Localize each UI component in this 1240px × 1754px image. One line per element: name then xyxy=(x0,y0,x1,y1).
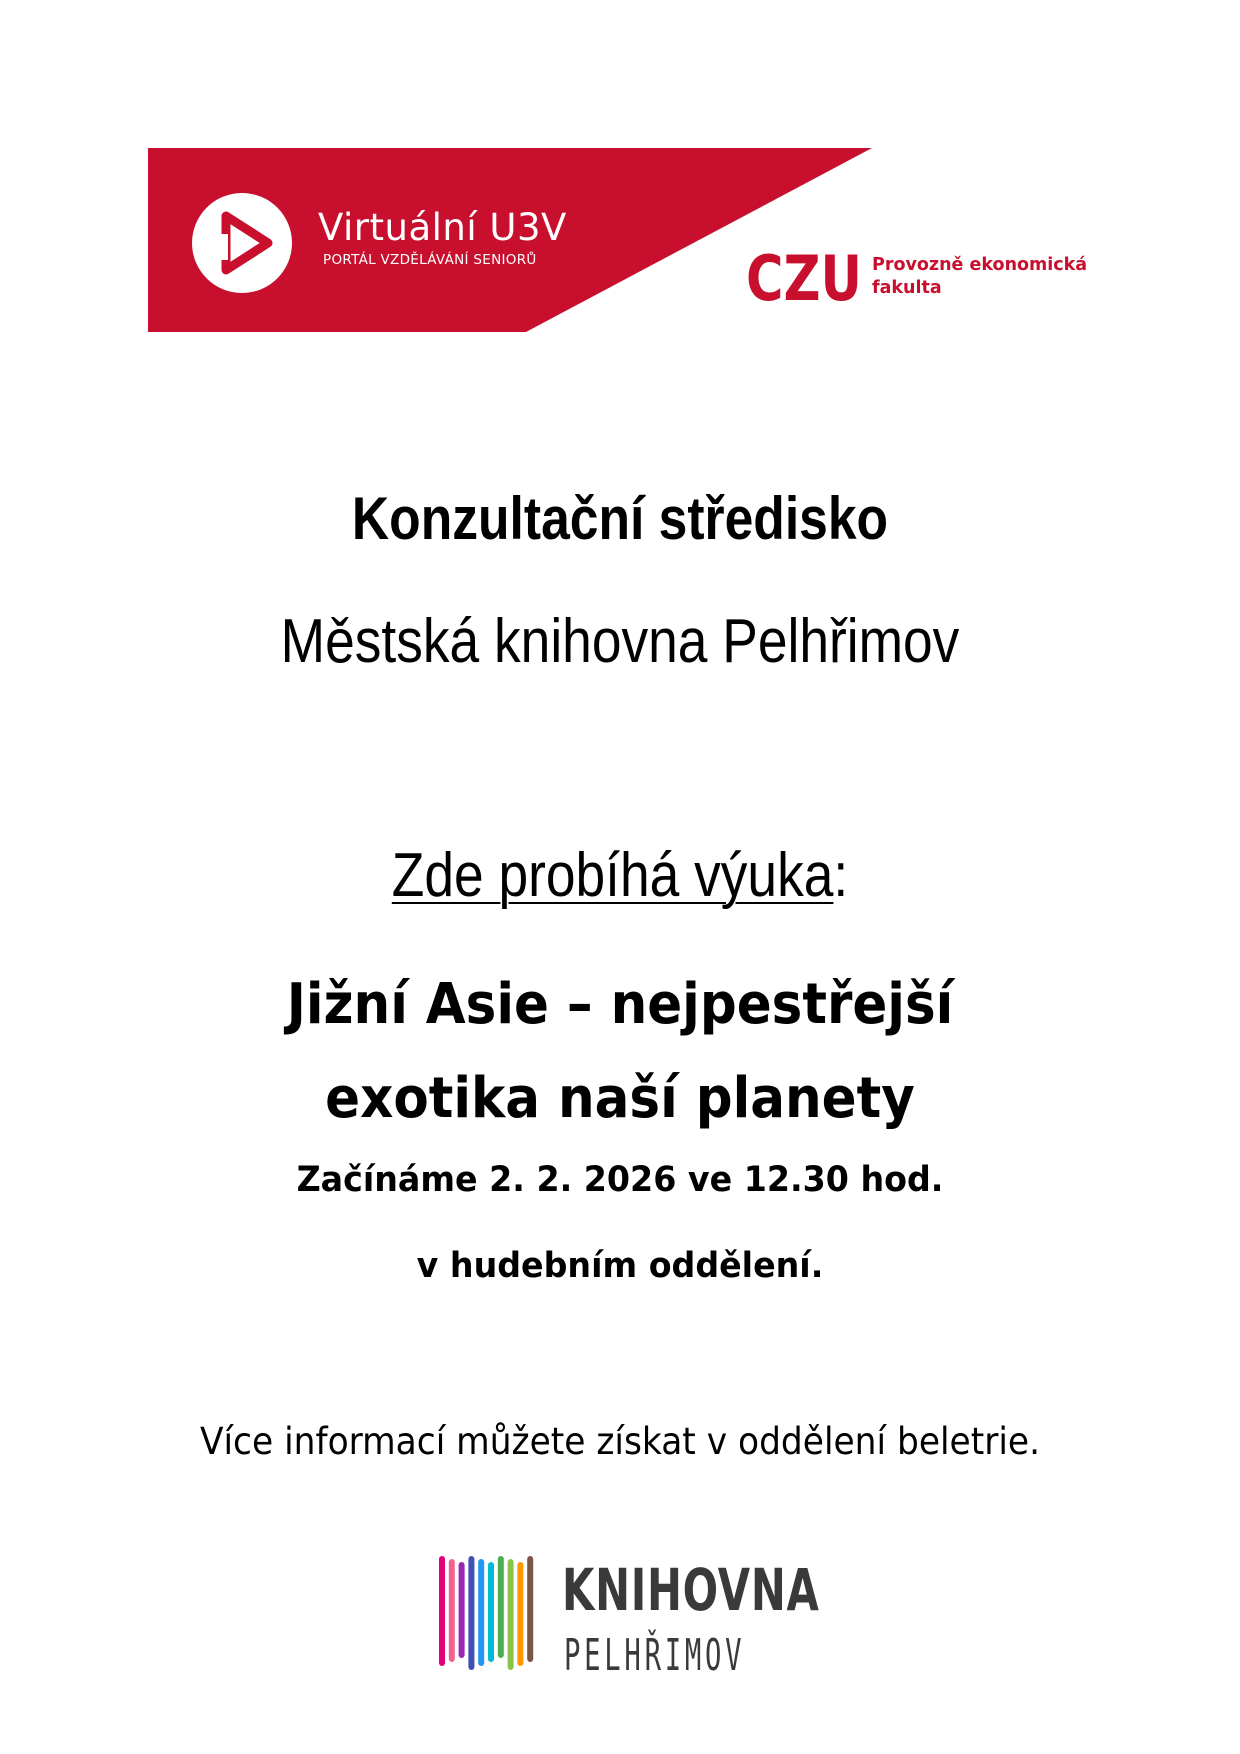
logo-stripe xyxy=(468,1556,474,1670)
more-info-note: Více informací můžete získat v oddělení beletrie. xyxy=(199,1420,1041,1463)
logo-stripe xyxy=(498,1556,504,1658)
course-title-line2: exotika naší planety xyxy=(325,1066,915,1131)
consultation-center-name: Městská knihovna Pelhřimov xyxy=(280,607,960,676)
knihovna-city: PELHŘIMOV xyxy=(564,1630,746,1681)
logo-stripe xyxy=(449,1559,455,1662)
u3v-subtitle: PORTÁL VZDĚLÁVÁNÍ SENIORŮ xyxy=(323,252,537,268)
logo-stripe xyxy=(478,1559,484,1666)
knihovna-name: KNIHOVNA xyxy=(562,1556,820,1624)
czu-logo-text: CZU xyxy=(746,242,862,315)
logo-stripe xyxy=(459,1562,465,1658)
teaching-label-colon: : xyxy=(833,841,849,910)
u3v-title: Virtuální U3V xyxy=(318,206,567,249)
czu-faculty-line1: Provozně ekonomická xyxy=(872,255,1088,275)
logo-stripe xyxy=(527,1556,533,1662)
knihovna-stripes-icon xyxy=(437,1552,537,1674)
czu-faculty-name xyxy=(872,254,1087,300)
course-title-line1: Jižní Asie – nejpestřejší xyxy=(286,972,954,1037)
teaching-label xyxy=(87,840,1153,911)
logo-stripe xyxy=(439,1556,445,1666)
play-icon xyxy=(192,193,292,293)
czu-logo-icon xyxy=(746,242,864,315)
logo-stripe xyxy=(508,1559,514,1670)
start-date: Začínáme 2. 2. 2026 ve 12.30 hod. xyxy=(296,1160,944,1200)
logo-stripe xyxy=(488,1562,494,1662)
czu-faculty-line2: fakulta xyxy=(872,278,942,298)
teaching-label-text: Zde probíhá výuka xyxy=(391,841,834,910)
course-title xyxy=(50,958,1191,1146)
logo-stripe xyxy=(517,1562,523,1666)
poster-heading: Konzultační středisko xyxy=(351,485,889,552)
venue: v hudebním oddělení. xyxy=(416,1246,824,1286)
